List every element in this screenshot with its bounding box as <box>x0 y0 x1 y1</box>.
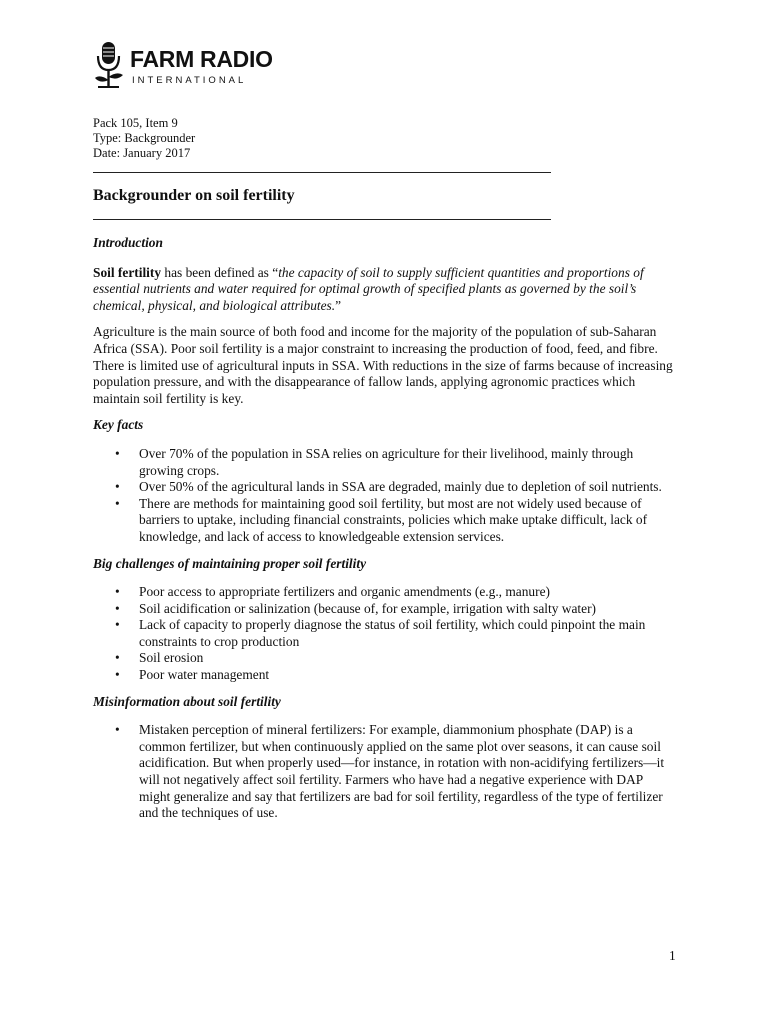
page-number: 1 <box>669 948 676 963</box>
key-facts-list <box>93 446 673 546</box>
list-item-text: Over 50% of the agricultural lands in SSA are degraded, mainly due to depletion of soil nutrients. <box>139 479 662 495</box>
list-item-text: Poor water management <box>139 667 270 683</box>
top-divider <box>93 172 551 173</box>
bullet-icon: • <box>115 584 120 600</box>
bullet-icon: • <box>115 650 120 666</box>
key-facts-heading: Key facts <box>93 417 144 433</box>
document-body <box>93 235 673 832</box>
list-item <box>93 617 673 650</box>
page-title: Backgrounder on soil fertility <box>93 187 295 204</box>
bullet-icon: • <box>115 667 120 683</box>
list-item <box>93 650 673 667</box>
bullet-icon: • <box>115 722 120 738</box>
definition-term: Soil fertility <box>93 264 162 280</box>
meta-pack: Pack 105, Item 9 <box>93 116 178 130</box>
bullet-icon: • <box>115 479 120 495</box>
list-item-text: Soil acidification or salinization (because of, for example, irrigation with salty water) <box>139 600 596 616</box>
introduction-paragraph: Agriculture is the main source of both food and income for the majority of the population of sub-Saharan Africa (SSA). Poor soil fertility is a major constraint to increasing the production of food, feed, and fibre. There is limited use of agricultural inputs in SSA. With reductions in the size of farms because of increasing population pressure, and with the disappearance of fallow lands, applying agronomic practices which maintain soil fertility is key. <box>93 324 673 406</box>
list-item-text: Soil erosion <box>139 650 204 666</box>
definition-paragraph <box>93 265 673 315</box>
definition-close-quote: ” <box>335 297 342 313</box>
document-meta <box>93 116 195 161</box>
logo-subtitle: INTERNATIONAL <box>132 75 247 86</box>
microphone-plant-icon <box>92 40 126 90</box>
misinformation-heading: Misinformation about soil fertility <box>93 693 281 709</box>
list-item <box>93 722 673 822</box>
bullet-icon: • <box>115 445 120 461</box>
list-item <box>93 601 673 618</box>
bullet-icon: • <box>115 495 120 511</box>
list-item <box>93 496 673 546</box>
meta-type: Type: Backgrounder <box>93 131 196 145</box>
challenges-list <box>93 584 673 684</box>
list-item <box>93 667 673 684</box>
challenges-heading: Big challenges of maintaining proper soil fertility <box>93 555 367 571</box>
definition-lead: has been defined as “ <box>161 264 279 280</box>
list-item-text: There are methods for maintaining good soil fertility, but most are not widely used because of barriers to uptake, including financial constraints, policies which make uptake difficult, lack of knowledge, and lack of access to knowledgeable extension services. <box>139 495 648 544</box>
list-item <box>93 479 673 496</box>
list-item-text: Over 70% of the population in SSA relies on agriculture for their livelihood, mainly through growing crops. <box>139 445 634 478</box>
definition-quote: the capacity of soil to supply sufficient quantities and proportions of essential nutrients and water required for optimal growth of specified plants as governed by the soil’s chemical, physical, and biological attributes. <box>93 264 644 313</box>
list-item-text: Poor access to appropriate fertilizers and organic amendments (e.g., manure) <box>139 584 550 600</box>
bullet-icon: • <box>115 600 120 616</box>
title-divider <box>93 219 551 220</box>
logo-title: FARM RADIO <box>130 46 273 72</box>
farm-radio-logo <box>92 40 273 92</box>
bullet-icon: • <box>115 617 120 633</box>
list-item <box>93 584 673 601</box>
meta-date: Date: January 2017 <box>93 146 191 160</box>
list-item-text: Mistaken perception of mineral fertilizers: For example, diammonium phosphate (DAP) is a common fertilizer, but when continuously applied on the same plot over seasons, it can cause soil acidification. But when properly used—for instance, in rotation with non-acidifying fertilizers—it will not negatively affect soil fertility. Farmers who have had a negative experience with DAP might generalize and say that fertilizers are bad for soil fertility, regardless of the type of fertilizer and the techniques of use. <box>139 722 665 821</box>
introduction-heading: Introduction <box>93 235 163 250</box>
misinformation-list <box>93 722 673 822</box>
list-item <box>93 446 673 479</box>
list-item-text: Lack of capacity to properly diagnose the status of soil fertility, which could pinpoint the main constraints to crop production <box>139 617 646 649</box>
